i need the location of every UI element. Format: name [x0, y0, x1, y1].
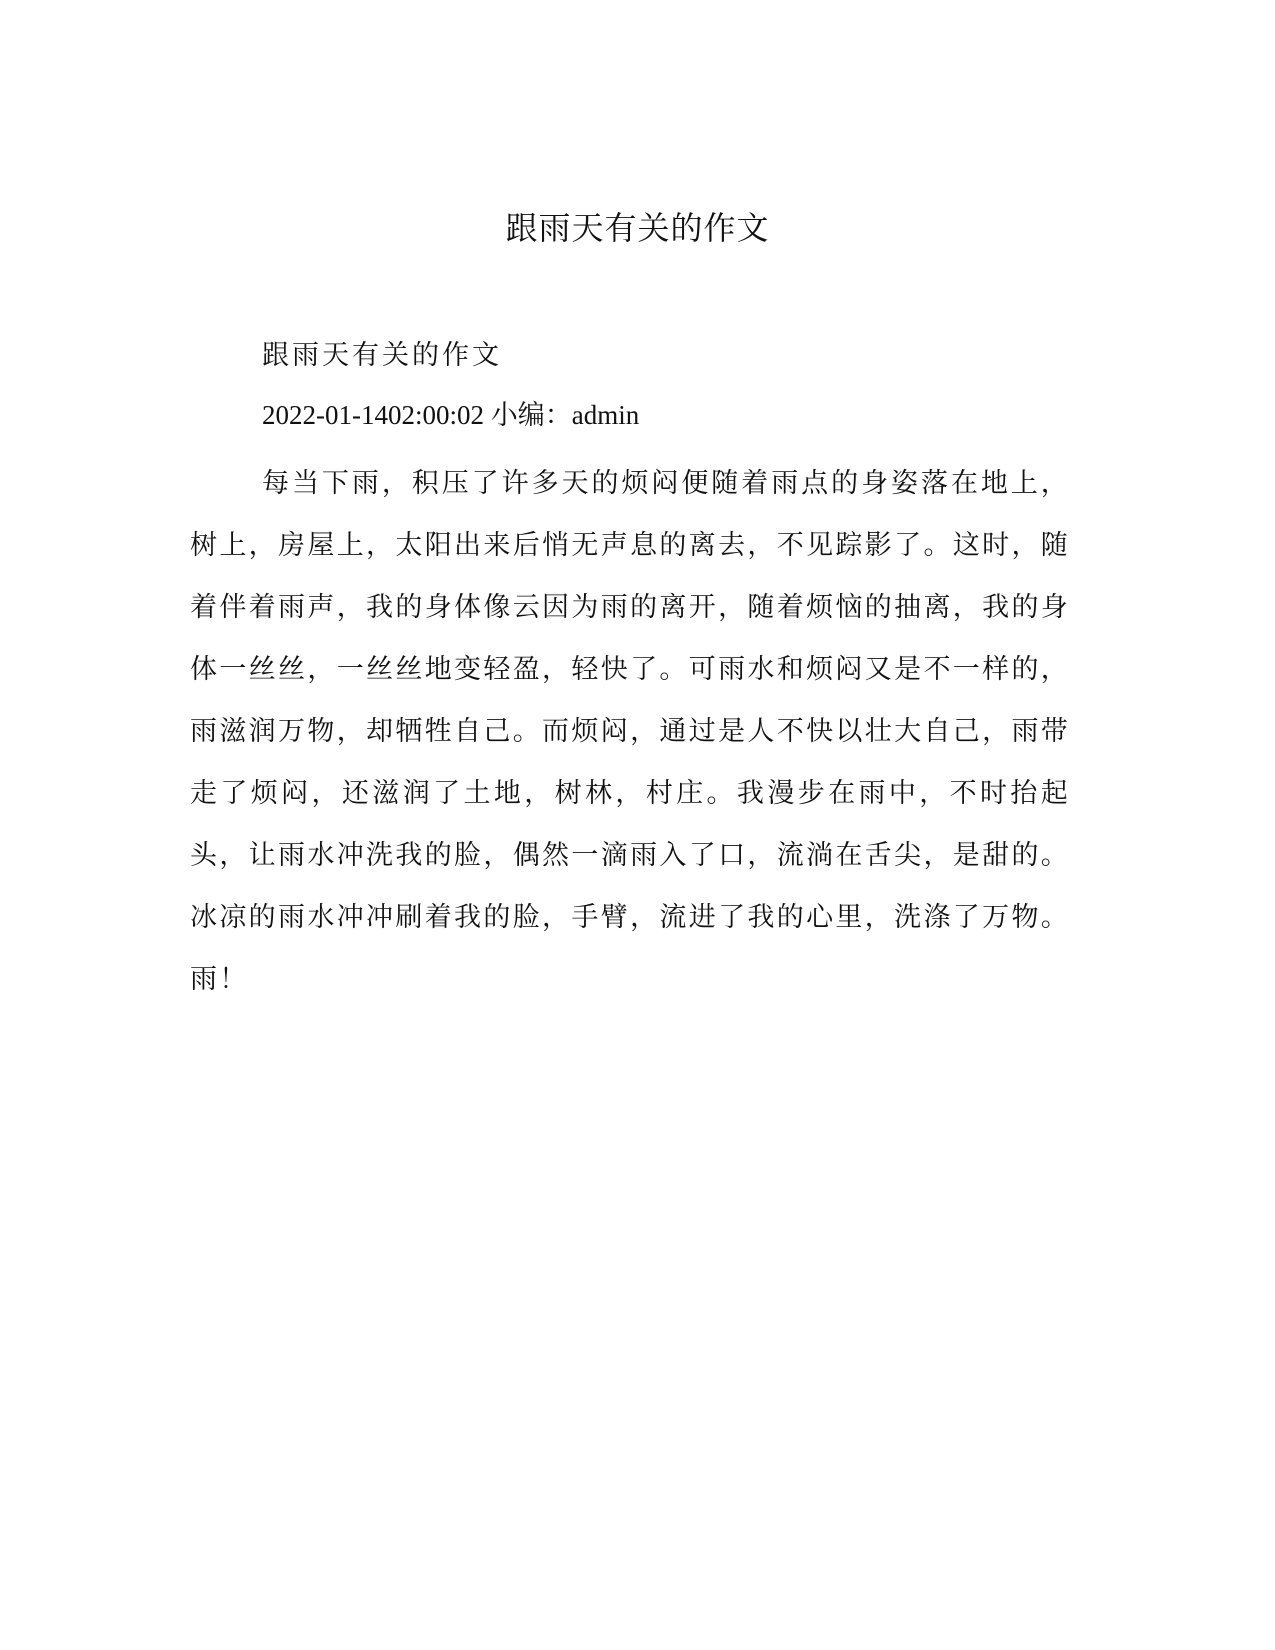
document-body-paragraph: 每当下雨，积压了许多天的烦闷便随着雨点的身姿落在地上，树上，房屋上，太阳出来后悄无声息的离去，不见踪影了。这时，随着伴着雨声，我的身体像云因为雨的离开，随着烦恼的抽离，我的身体一丝丝，一丝丝地变轻盈，轻快了。可雨水和烦闷又是不一样的，雨滋润万物，却牺牲自己。而烦闷，通过是人不快以壮大自己，雨带走了烦闷，还滋润了土地，树林，村庄。我漫步在雨中，不时抬起头，让雨水冲洗我的脸，偶然一滴雨入了口，流淌在舌尖，是甜的。冰凉的雨水冲冲刷着我的脸，手臂，流进了我的心里，洗涤了万物。雨！: [190, 468, 1070, 995]
document-subtitle: 跟雨天有关的作文: [262, 340, 502, 371]
document-meta: 2022-01-1402:00:02 小编：admin: [262, 400, 640, 430]
document-title: 跟雨天有关的作文: [505, 209, 770, 247]
